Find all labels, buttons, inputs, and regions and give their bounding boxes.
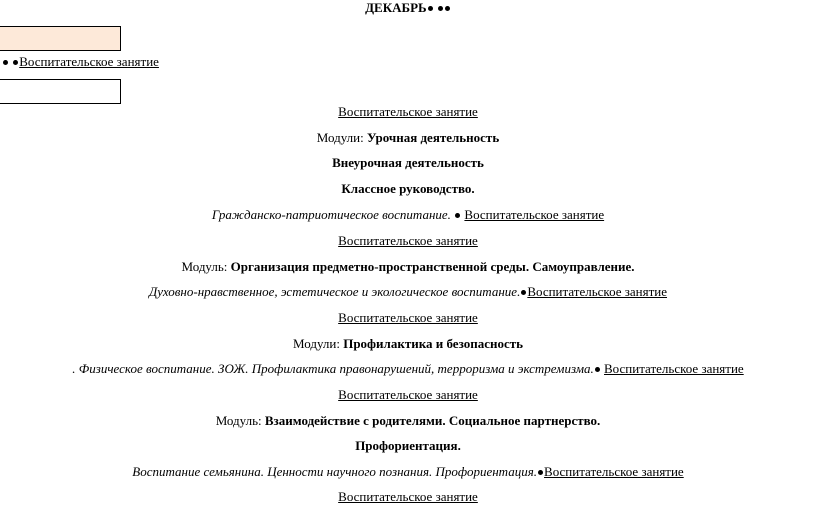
activity-link[interactable]: Воспитательское занятие <box>338 489 478 504</box>
line-14 <box>0 438 816 454</box>
activity-link[interactable]: Воспитательское занятие <box>338 233 478 248</box>
bullet-icon <box>595 367 600 372</box>
bullet-icon <box>438 6 443 11</box>
direction-text: Гражданско-патриотическое воспитание. <box>211 207 455 222</box>
month-title: ДЕКАБРЬ <box>365 0 427 15</box>
module-name: Профориентация. <box>355 438 461 453</box>
module-name: Взаимодействие с родителями. Социальное партнерство. <box>264 413 601 428</box>
direction-text: Духовно-нравственное, эстетическое и экологическое воспитание. <box>148 284 521 299</box>
modules-label: Модули: <box>292 336 344 351</box>
line-1 <box>0 104 816 120</box>
activity-link[interactable]: Воспитательское занятие <box>19 54 159 69</box>
line-11 <box>0 361 816 377</box>
direction-text: Воспитание семьянина. Ценности научного познания. Профориентация. <box>132 464 538 479</box>
module-name: Организация предметно-пространственной среды. Самоуправление. <box>230 259 635 274</box>
line-8 <box>0 284 816 300</box>
line-7 <box>0 259 816 275</box>
bullet-icon <box>538 470 543 475</box>
activity-link[interactable]: Воспитательское занятие <box>604 361 744 376</box>
placeholder-box-bottom <box>0 79 121 104</box>
module-label: Модуль: <box>181 259 231 274</box>
line-4 <box>0 181 816 197</box>
bullet-icon <box>455 213 460 218</box>
bullet-icon <box>521 290 526 295</box>
module-name: Урочная деятельность <box>367 130 500 145</box>
module-name: Внеурочная деятельность <box>332 155 484 170</box>
activity-link[interactable]: Воспитательское занятие <box>338 387 478 402</box>
activity-link[interactable]: Воспитательское занятие <box>544 464 684 479</box>
direction-text: . Физическое воспитание. ЗОЖ. Профилактика правонарушений, терроризма и экстремизма. <box>72 361 594 376</box>
line-9 <box>0 310 816 326</box>
modules-label: Модули: <box>316 130 367 145</box>
module-name: Профилактика и безопасность <box>343 336 524 351</box>
placeholder-box-top <box>0 26 121 51</box>
top-link-row <box>2 54 159 70</box>
module-label: Модуль: <box>215 413 265 428</box>
activity-link[interactable]: Воспитательское занятие <box>338 310 478 325</box>
line-15 <box>0 464 816 480</box>
line-13 <box>0 413 816 429</box>
line-6 <box>0 233 816 249</box>
activity-link[interactable]: Воспитательское занятие <box>464 207 605 222</box>
line-10 <box>0 336 816 352</box>
line-3 <box>0 155 816 171</box>
bullet-icon <box>428 6 433 11</box>
page-title <box>0 0 816 16</box>
module-name: Классное руководство. <box>341 181 475 196</box>
line-12 <box>0 387 816 403</box>
activity-link[interactable]: Воспитательское занятие <box>338 104 478 119</box>
line-5 <box>0 207 816 223</box>
bullet-icon <box>445 6 450 11</box>
bullet-icon <box>3 60 8 65</box>
activity-link[interactable]: Воспитательское занятие <box>527 284 668 299</box>
line-2 <box>0 130 816 146</box>
bullet-icon <box>13 60 18 65</box>
line-16 <box>0 489 816 505</box>
